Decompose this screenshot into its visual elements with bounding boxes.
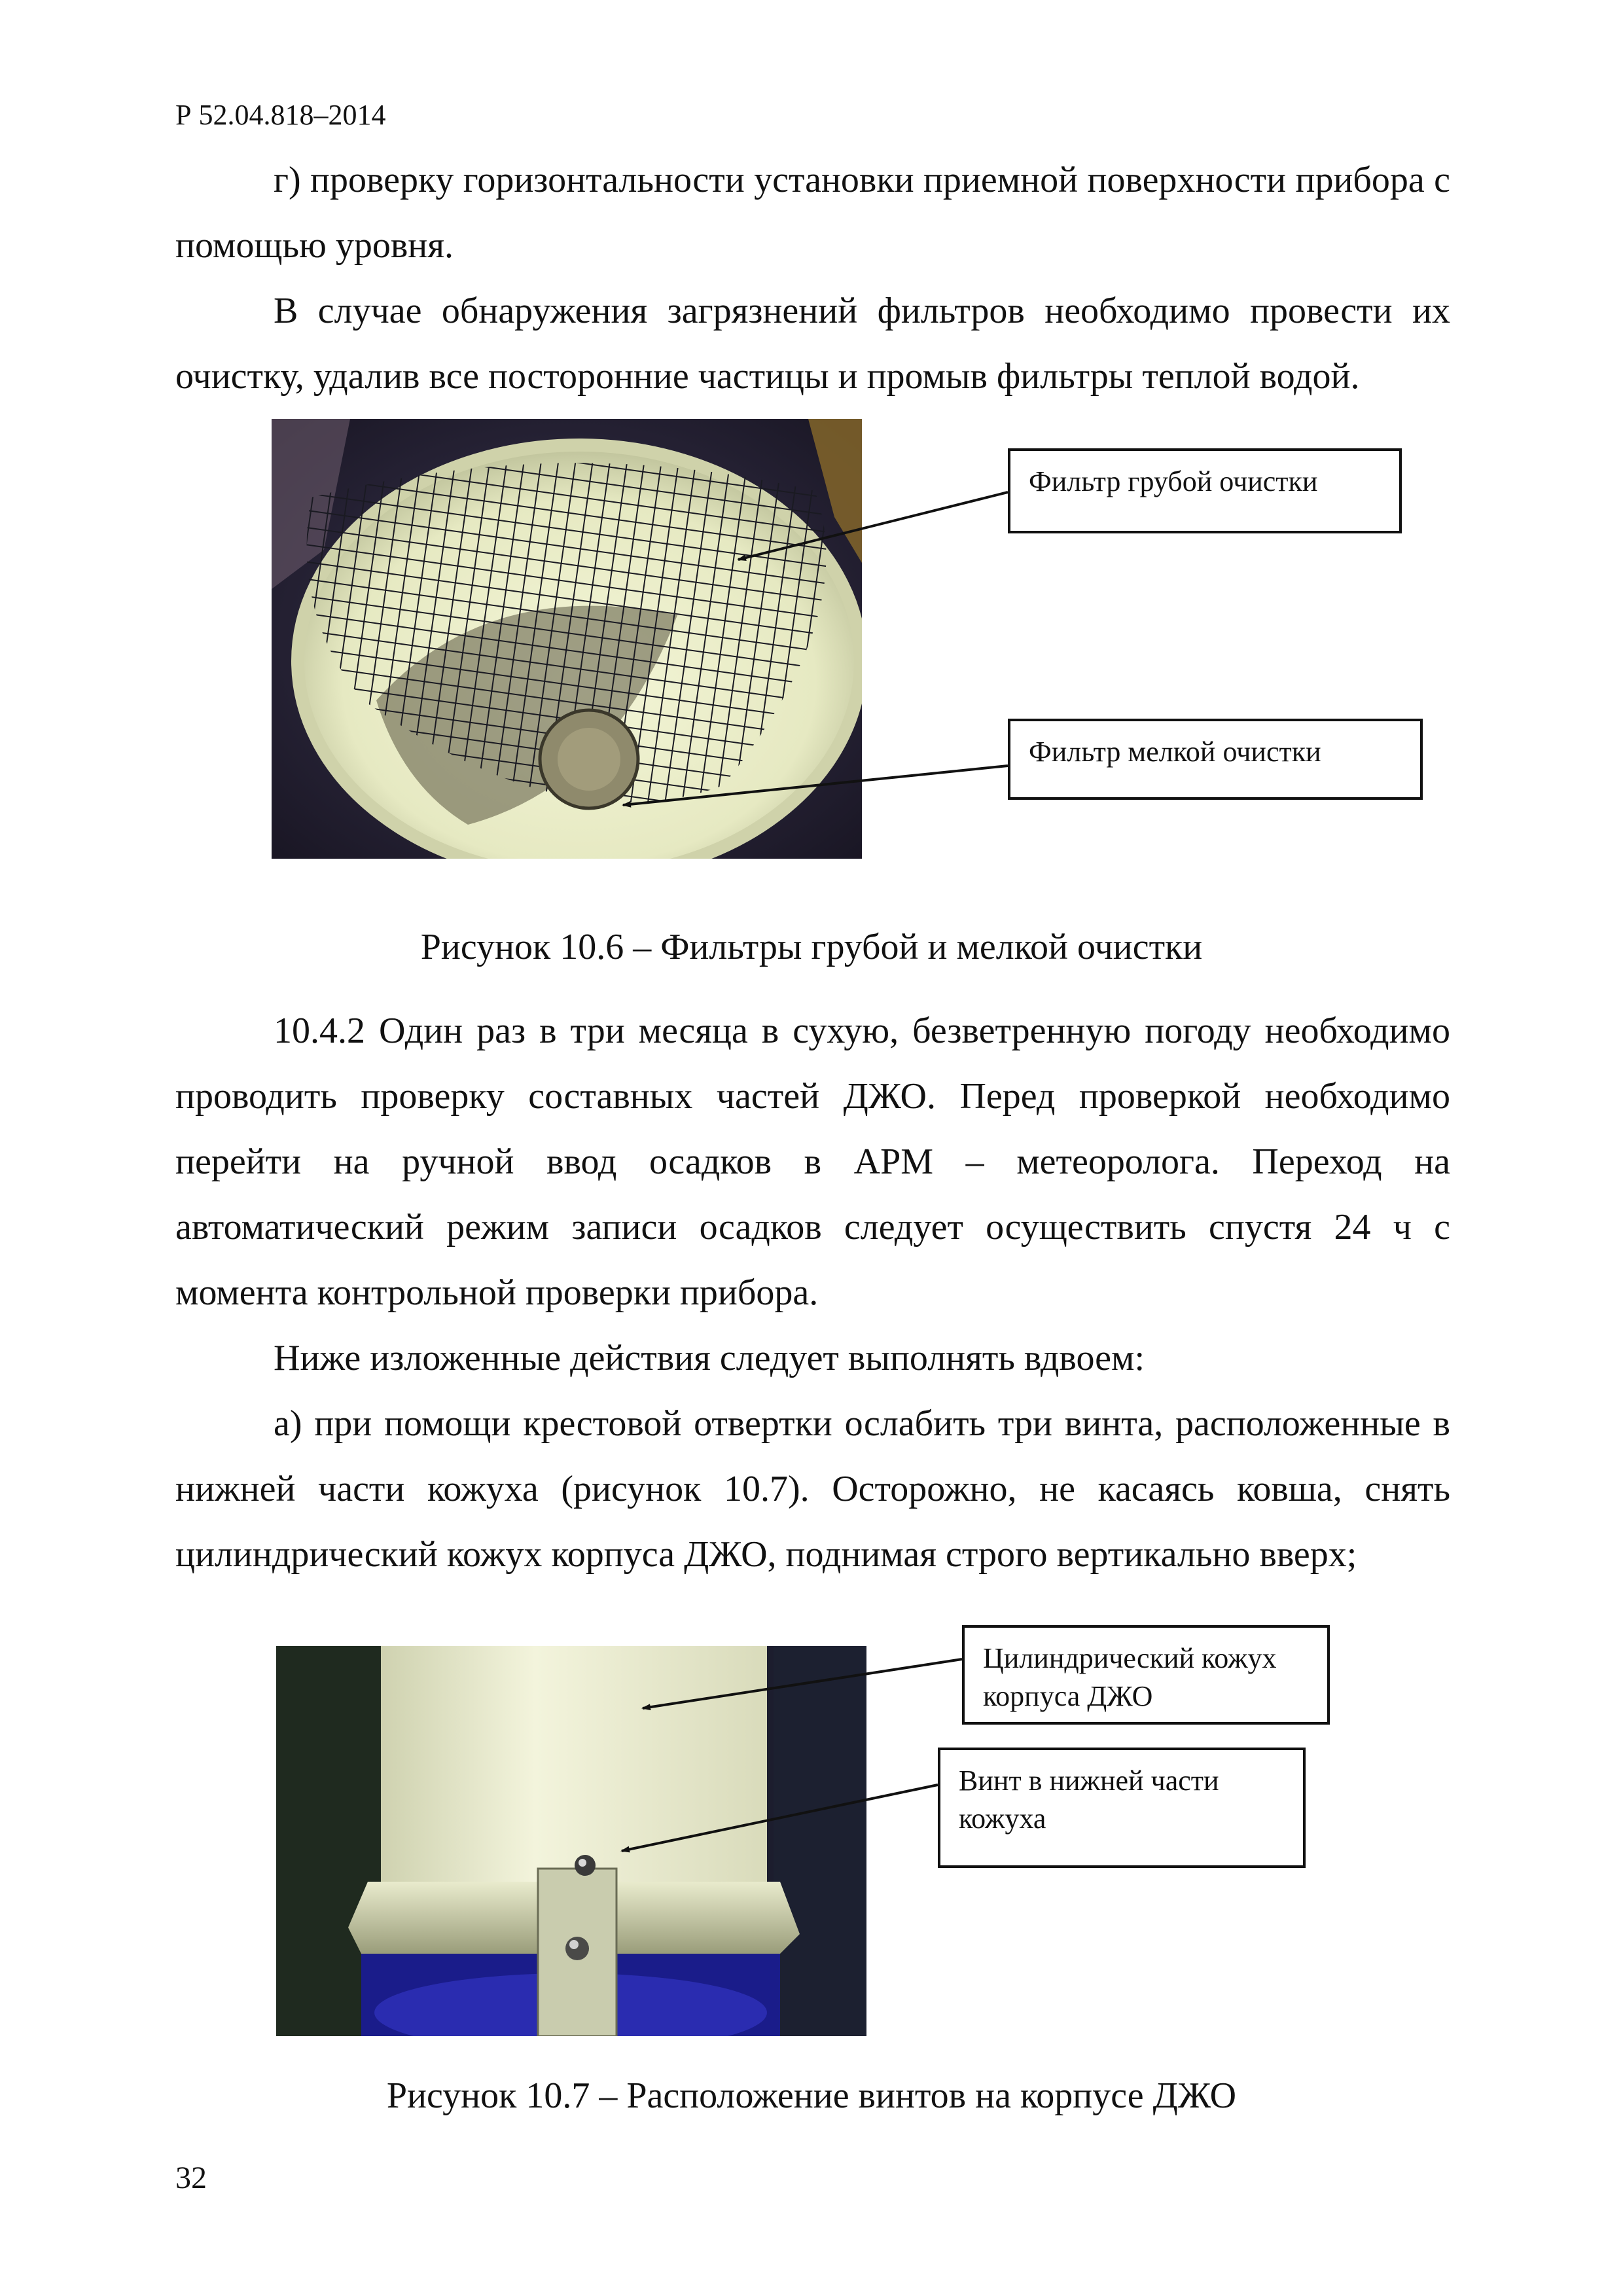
arrow-casing: [643, 1659, 962, 1708]
paragraph-level-check: г) проверку горизонтальности установки приемной поверхности прибора с помощью уровня.: [175, 160, 1450, 266]
callout-fine-filter: Фильтр мелкой очистки: [1008, 719, 1423, 800]
callout-cylindrical-casing: Цилиндрический кожух корпуса ДЖО: [962, 1625, 1330, 1725]
document-id: Р 52.04.818–2014: [175, 99, 386, 131]
arrow-fine-filter: [623, 766, 1008, 805]
arrow-coarse-filter: [738, 492, 1008, 560]
paragraph-two-persons: Ниже изложенные действия следует выполнять вдвоем:: [274, 1338, 1145, 1378]
page-number: 32: [175, 2161, 207, 2195]
callout-coarse-filter: Фильтр грубой очистки: [1008, 448, 1402, 533]
figure-caption-10-7: Рисунок 10.7 – Расположение винтов на корпусе ДЖО: [386, 2075, 1237, 2116]
paragraph-quarterly-check: 10.4.2 Один раз в три месяца в сухую, безветренную погоду необходимо проводить проверку составных частей ДЖО. Перед проверкой необходимо перейти на ручной ввод осадков в АРМ – метеоролога. Переход на автоматический режим записи осадков следует осуществить спустя 24 ч с момента контрольной проверки прибора.: [175, 1011, 1450, 1313]
paragraph-remove-casing: а) при помощи крестовой отвертки ослабить три винта, расположенные в нижней части кожуха (рисунок 10.7). Осторожно, не касаясь ковша, снять цилиндрический кожух корпуса ДЖО, поднимая строго вертикально вверх;: [175, 1403, 1450, 1575]
paragraph-filter-cleaning: В случае обнаружения загрязнений фильтров необходимо провести их очистку, удалив все посторонние частицы и промыв фильтры теплой водой.: [175, 291, 1450, 397]
callout-bottom-screw: Винт в нижней части кожуха: [938, 1748, 1306, 1868]
figure-caption-10-6: Рисунок 10.6 – Фильтры грубой и мелкой очистки: [420, 927, 1203, 967]
arrow-screw: [622, 1785, 938, 1851]
